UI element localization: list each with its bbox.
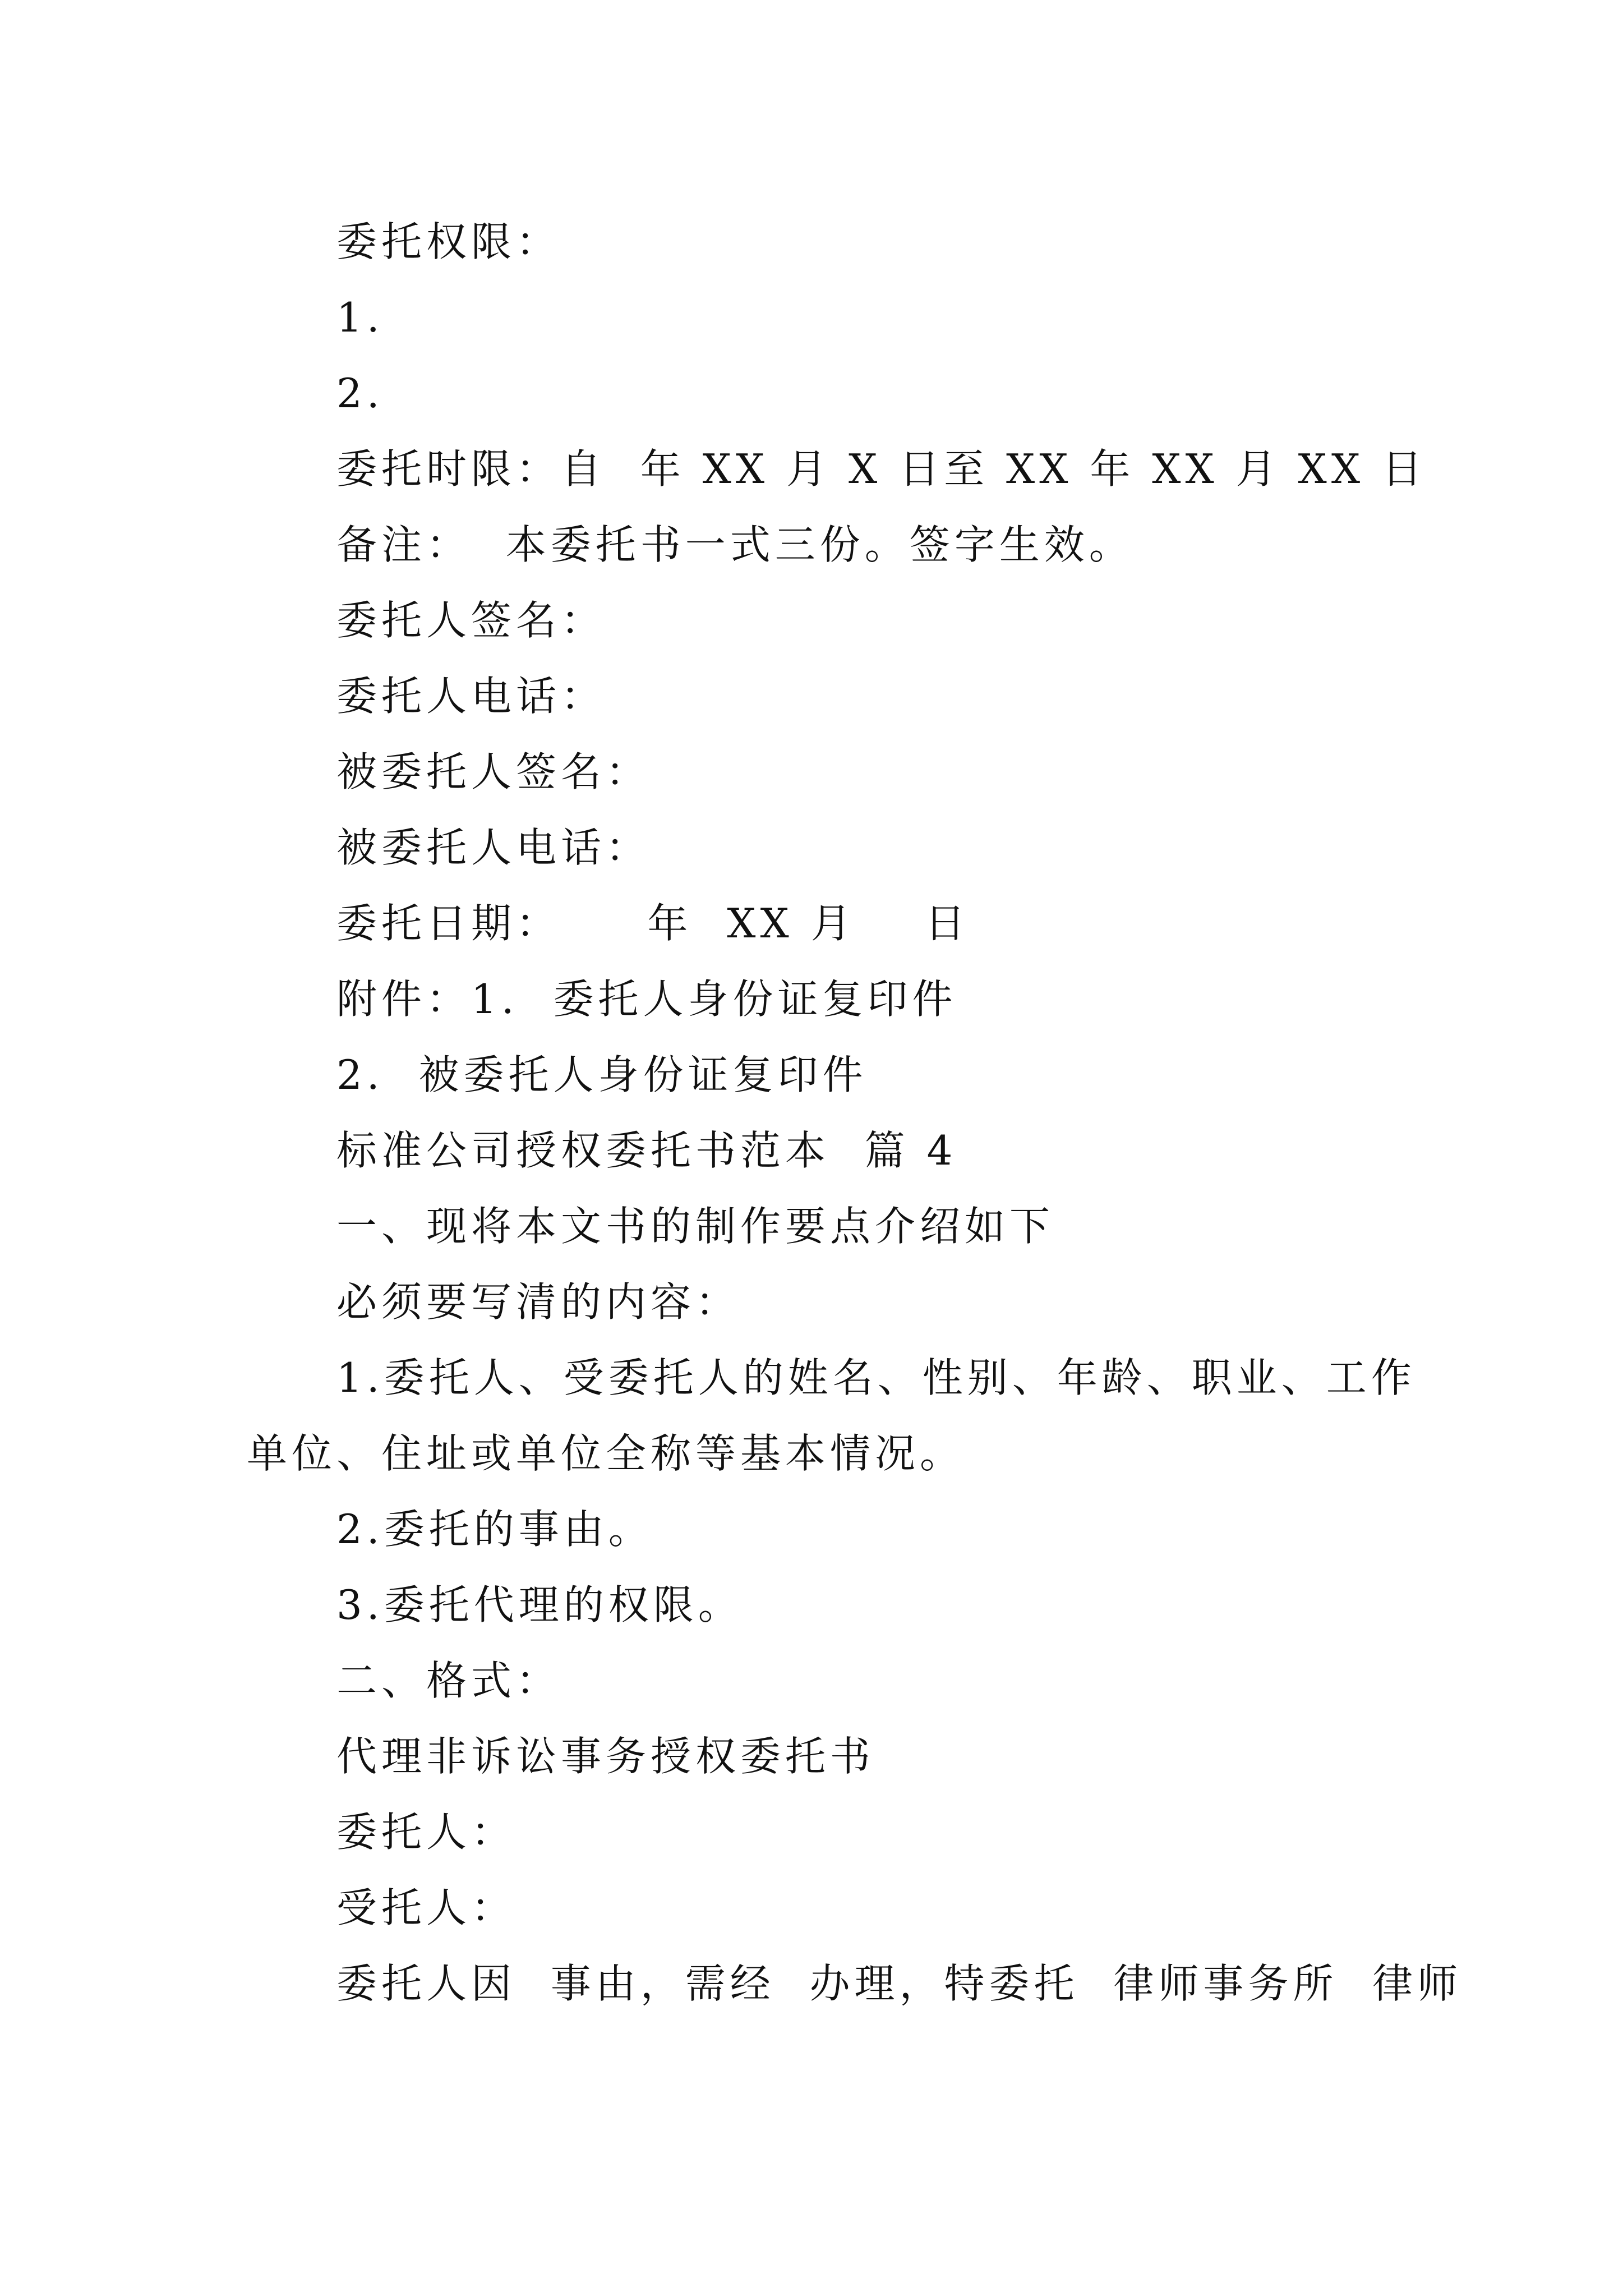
text-line: 委托时限：自 年 XX 月 X 日至 XX 年 XX 月 XX 日 bbox=[336, 445, 1427, 493]
text-line: 备注： 本委托书一式三份。签字生效。 bbox=[336, 521, 1134, 568]
text-line: 被委托人电话： bbox=[336, 824, 651, 871]
text-line: 2.委托的事由。 bbox=[336, 1506, 653, 1553]
text-line: 委托权限： bbox=[336, 218, 561, 265]
text-line: 受托人： bbox=[336, 1884, 517, 1931]
text-line: 单位、住址或单位全称等基本情况。 bbox=[247, 1430, 965, 1477]
text-line: 3.委托代理的权限。 bbox=[336, 1581, 743, 1628]
text-line: 代理非诉讼事务授权委托书 bbox=[336, 1733, 875, 1780]
text-line: 被委托人签名： bbox=[336, 748, 651, 795]
text-line: 1. bbox=[336, 294, 384, 341]
text-line: 二、格式： bbox=[336, 1657, 561, 1704]
text-line: 2. bbox=[336, 370, 384, 417]
text-line: 一、现将本文书的制作要点介绍如下 bbox=[336, 1203, 1055, 1250]
text-line: 委托人因 事由，需经 办理，特委托 律师事务所 律师 bbox=[336, 1960, 1463, 2007]
section-heading: 标准公司授权委托书范本 篇 4 bbox=[336, 1127, 957, 1174]
text-line: 附件：1. 委托人身份证复印件 bbox=[336, 976, 957, 1023]
text-line: 委托日期： 年 XX 月 日 bbox=[336, 900, 970, 947]
text-line: 委托人签名： bbox=[336, 597, 606, 644]
text-line: 必须要写清的内容： bbox=[336, 1278, 741, 1326]
text-line: 2. 被委托人身份证复印件 bbox=[336, 1051, 868, 1098]
text-line: 1.委托人、受委托人的姓名、性别、年龄、职业、工作 bbox=[336, 1354, 1416, 1401]
text-line: 委托人电话： bbox=[336, 673, 606, 720]
text-line: 委托人： bbox=[336, 1809, 517, 1856]
